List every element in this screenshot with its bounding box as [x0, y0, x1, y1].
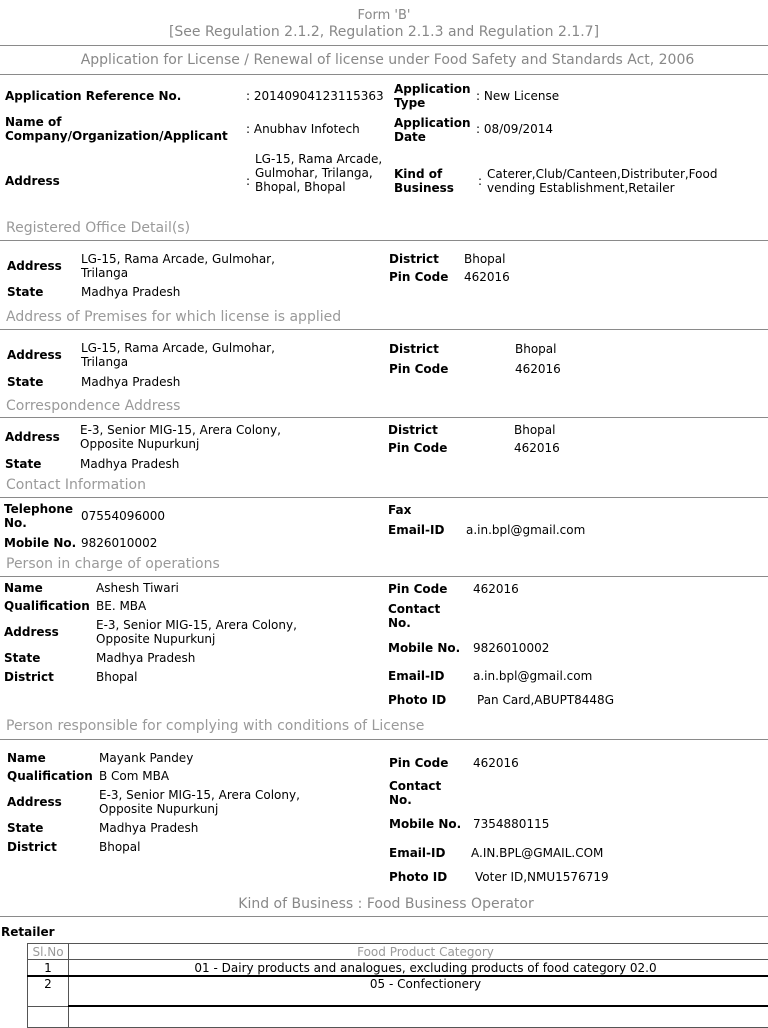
resp-state-label: State: [7, 821, 43, 835]
page-title: Application for License / Renewal of license under Food Safety and Standards Act, 2006: [0, 53, 768, 67]
resp-address-value: E-3, Senior MIG-15, Arera Colony, Opposite Nupurkunj: [99, 788, 339, 816]
contact-mobile-value: 9826010002: [81, 536, 157, 550]
correspondence-state-label: State: [5, 457, 41, 471]
ops-email-value: a.in.bpl@gmail.com: [473, 669, 592, 683]
row-sl-no: [28, 1006, 69, 1028]
premises-district-label: District: [389, 342, 439, 356]
registered-address-label: Address: [7, 259, 62, 273]
registered-state-label: State: [7, 285, 43, 299]
divider: [0, 45, 768, 46]
section-title-premises: Address of Premises for which license is applied: [6, 309, 341, 325]
ops-state-label: State: [4, 651, 40, 665]
telephone-label: Telephone No.: [4, 502, 79, 530]
correspondence-address-value: E-3, Senior MIG-15, Arera Colony, Opposite Nupurkunj: [80, 423, 320, 451]
divider: [0, 74, 768, 75]
premises-pin-label: Pin Code: [389, 362, 448, 376]
business-category-label: Retailer: [1, 925, 55, 939]
ops-email-label: Email-ID: [388, 669, 444, 683]
table-row: [28, 976, 768, 1006]
contact-email-value: a.in.bpl@gmail.com: [466, 523, 585, 537]
address-colon: :: [246, 174, 250, 188]
fax-label: Fax: [388, 503, 411, 517]
row-food-category: [69, 1006, 768, 1028]
table-header-row: [28, 944, 768, 960]
registered-address-value: LG-15, Rama Arcade, Gulmohar, Trilanga: [81, 252, 311, 280]
company-value: : Anubhav Infotech: [246, 122, 360, 136]
ops-mobile-value: 9826010002: [473, 641, 549, 655]
food-category-table: [27, 943, 768, 1028]
ops-district-label: District: [4, 670, 54, 684]
premises-state-value: Madhya Pradesh: [81, 375, 180, 389]
ops-qualification-value: BE. MBA: [96, 599, 146, 613]
ops-name-label: Name: [4, 581, 43, 595]
company-label: Name of Company/Organization/Applicant: [5, 115, 255, 143]
divider: [0, 739, 768, 740]
registered-pin-value: 462016: [464, 270, 510, 284]
kind-of-business-colon: :: [478, 174, 482, 188]
resp-photo-id-label: Photo ID: [389, 870, 447, 884]
contact-email-label: Email-ID: [388, 523, 444, 537]
ops-address-value: E-3, Senior MIG-15, Arera Colony, Opposite Nupurkunj: [96, 618, 336, 646]
correspondence-pin-value: 462016: [514, 441, 560, 455]
business-section-title: Kind of Business : Food Business Operator: [0, 896, 768, 912]
registered-pin-label: Pin Code: [389, 270, 448, 284]
section-title-correspondence: Correspondence Address: [6, 398, 180, 414]
section-title-registered-office: Registered Office Detail(s): [6, 220, 190, 236]
row-food-category: 01 - Dairy products and analogues, excluding products of food category 02.0: [69, 960, 768, 977]
telephone-value: 07554096000: [81, 509, 165, 523]
column-header-food-category: Food Product Category: [69, 944, 768, 960]
ops-mobile-label: Mobile No.: [388, 641, 460, 655]
ops-name-value: Ashesh Tiwari: [96, 581, 179, 595]
column-header-sl-no: Sl.No: [28, 944, 69, 960]
resp-district-value: Bhopal: [99, 840, 140, 854]
premises-address-label: Address: [7, 348, 62, 362]
form-label: Form 'B': [0, 9, 768, 23]
ops-contact-label: Contact No.: [388, 602, 458, 630]
application-type-label: Application Type: [394, 82, 479, 110]
regulation-reference: [See Regulation 2.1.2, Regulation 2.1.3 and Regulation 2.1.7]: [0, 25, 768, 39]
correspondence-district-label: District: [388, 423, 438, 437]
section-title-responsible-person: Person responsible for complying with conditions of License: [6, 718, 424, 734]
application-date-label: Application Date: [394, 116, 479, 144]
ops-district-value: Bhopal: [96, 670, 137, 684]
resp-address-label: Address: [7, 795, 62, 809]
divider: [0, 576, 768, 577]
ops-address-label: Address: [4, 625, 59, 639]
row-food-category: 05 - Confectionery: [69, 976, 768, 1006]
resp-pin-label: Pin Code: [389, 756, 448, 770]
premises-district-value: Bhopal: [515, 342, 556, 356]
table-row: [28, 960, 768, 977]
contact-mobile-label: Mobile No.: [4, 536, 76, 550]
resp-pin-value: 462016: [473, 756, 519, 770]
registered-district-value: Bhopal: [464, 252, 505, 266]
ops-qualification-label: Qualification: [4, 599, 90, 613]
resp-email-value: A.IN.BPL@GMAIL.COM: [471, 846, 603, 860]
resp-district-label: District: [7, 840, 57, 854]
ops-photo-id-label: Photo ID: [388, 693, 446, 707]
correspondence-address-label: Address: [5, 430, 60, 444]
ops-state-value: Madhya Pradesh: [96, 651, 195, 665]
ops-photo-id-value: Pan Card,ABUPT8448G: [477, 693, 614, 707]
resp-state-value: Madhya Pradesh: [99, 821, 198, 835]
registered-state-value: Madhya Pradesh: [81, 285, 180, 299]
kind-of-business-value: Caterer,Club/Canteen,Distributer,Food vending Establishment,Retailer: [487, 167, 763, 195]
resp-contact-label: Contact No.: [389, 779, 459, 807]
ops-pin-label: Pin Code: [388, 582, 447, 596]
resp-email-label: Email-ID: [389, 846, 445, 860]
divider: [0, 497, 768, 498]
ops-pin-value: 462016: [473, 582, 519, 596]
divider: [0, 916, 768, 917]
row-sl-no: 1: [28, 960, 69, 977]
section-title-operations-person: Person in charge of operations: [6, 556, 220, 572]
premises-address-value: LG-15, Rama Arcade, Gulmohar, Trilanga: [81, 341, 311, 369]
correspondence-pin-label: Pin Code: [388, 441, 447, 455]
premises-state-label: State: [7, 375, 43, 389]
resp-name-value: Mayank Pandey: [99, 751, 193, 765]
resp-name-label: Name: [7, 751, 46, 765]
divider: [0, 240, 768, 241]
resp-mobile-value: 7354880115: [473, 817, 549, 831]
address-label: Address: [5, 174, 60, 188]
divider: [0, 329, 768, 330]
kind-of-business-label: Kind of Business: [394, 167, 464, 195]
registered-district-label: District: [389, 252, 439, 266]
resp-mobile-label: Mobile No.: [389, 817, 461, 831]
resp-qualification-value: B Com MBA: [99, 769, 169, 783]
application-date-value: : 08/09/2014: [476, 122, 553, 136]
divider: [0, 417, 768, 418]
resp-qualification-label: Qualification: [7, 769, 93, 783]
row-sl-no: 2: [28, 976, 69, 1006]
address-value: LG-15, Rama Arcade, Gulmohar, Trilanga, Bhopal, Bhopal: [255, 152, 395, 194]
premises-pin-value: 462016: [515, 362, 561, 376]
correspondence-district-value: Bhopal: [514, 423, 555, 437]
application-reference-label: Application Reference No.: [5, 89, 181, 103]
application-type-value: : New License: [476, 89, 559, 103]
application-reference-value: : 20140904123115363: [246, 89, 384, 103]
resp-photo-id-value: Voter ID,NMU1576719: [475, 870, 609, 884]
section-title-contact: Contact Information: [6, 477, 146, 493]
correspondence-state-value: Madhya Pradesh: [80, 457, 179, 471]
table-row: [28, 1006, 768, 1028]
